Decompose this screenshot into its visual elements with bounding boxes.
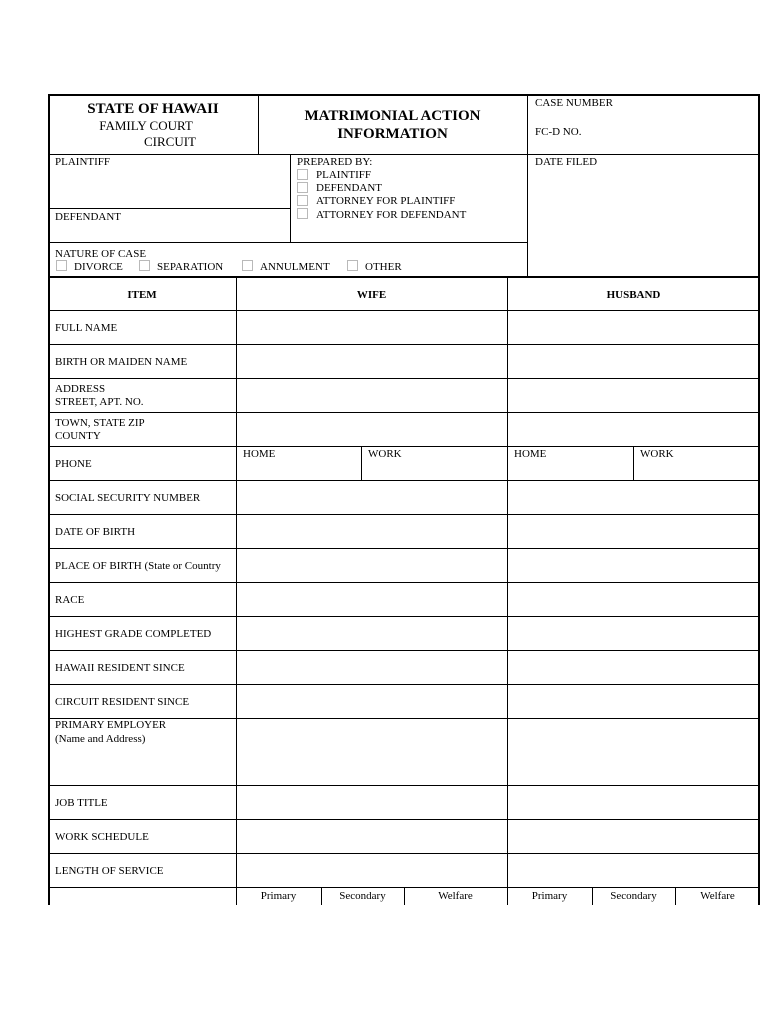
prepared-by-plaintiff-label: PLAINTIFF	[316, 169, 372, 181]
row-label-highest-grade: HIGHEST GRADE COMPLETED	[55, 628, 212, 640]
nature-annulment-label: ANNULMENT	[260, 261, 330, 273]
row-label-phone: PHONE	[55, 458, 92, 470]
row-label-primary-employer: PRIMARY EMPLOYER	[55, 719, 167, 731]
border-left	[48, 94, 50, 905]
row-label-town: TOWN, STATE ZIP	[55, 417, 145, 429]
fcd-number-label: FC-D NO.	[535, 126, 582, 138]
husband-phone-home-label: HOME	[514, 448, 547, 460]
nature-divorce-checkbox[interactable]	[56, 260, 67, 271]
prepared-by-defendant-label: DEFENDANT	[316, 182, 382, 194]
nature-annulment-checkbox[interactable]	[242, 260, 253, 271]
nature-of-case-label: NATURE OF CASE	[55, 248, 147, 260]
wife-coverage-primary-label: Primary	[260, 890, 297, 902]
wife-coverage-welfare-label: Welfare	[438, 890, 473, 902]
row-label-full-name: FULL NAME	[55, 322, 118, 334]
row-label-address-street: STREET, APT. NO.	[55, 396, 144, 408]
nature-separation-label: SEPARATION	[157, 261, 224, 273]
border-right	[758, 94, 760, 905]
form-title-line2: INFORMATION	[337, 126, 448, 142]
border-top	[48, 94, 760, 96]
prepared-by-attorney-defendant-label: ATTORNEY FOR DEFENDANT	[316, 209, 467, 221]
row-label-ssn: SOCIAL SECURITY NUMBER	[55, 492, 201, 504]
state-title: STATE OF HAWAII	[87, 101, 219, 117]
prepared-by-label: PREPARED BY:	[297, 156, 373, 168]
court-name: FAMILY COURT	[99, 118, 193, 133]
row-label-hawaii-resident: HAWAII RESIDENT SINCE	[55, 662, 185, 674]
prepared-by-attorney-plaintiff-label: ATTORNEY FOR PLAINTIFF	[316, 195, 456, 207]
row-label-length-of-service: LENGTH OF SERVICE	[55, 865, 164, 877]
defendant-label: DEFENDANT	[55, 211, 121, 223]
husband-phone-work-label: WORK	[640, 448, 674, 460]
row-label-place-of-birth: PLACE OF BIRTH (State or Country	[55, 560, 221, 572]
nature-other-checkbox[interactable]	[347, 260, 358, 271]
husband-coverage-secondary-label: Secondary	[610, 890, 657, 902]
circuit-name: CIRCUIT	[144, 134, 196, 149]
nature-divorce-label: DIVORCE	[74, 261, 123, 273]
form-frame	[48, 94, 760, 905]
row-label-circuit-resident: CIRCUIT RESIDENT SINCE	[55, 696, 190, 708]
nature-other-label: OTHER	[365, 261, 402, 273]
column-header-husband: HUSBAND	[606, 289, 661, 301]
nature-separation-checkbox[interactable]	[139, 260, 150, 271]
case-number-label: CASE NUMBER	[535, 97, 613, 109]
column-header-item: ITEM	[127, 289, 157, 301]
row-label-county: COUNTY	[55, 430, 101, 442]
row-label-job-title: JOB TITLE	[55, 797, 108, 809]
row-label-birth-maiden-name: BIRTH OR MAIDEN NAME	[55, 356, 188, 368]
date-filed-label: DATE FILED	[535, 156, 598, 168]
prepared-by-plaintiff-checkbox[interactable]	[297, 169, 308, 180]
wife-phone-work-label: WORK	[368, 448, 402, 460]
husband-coverage-welfare-label: Welfare	[700, 890, 735, 902]
prepared-by-attorney-plaintiff-checkbox[interactable]	[297, 195, 308, 206]
husband-coverage-primary-label: Primary	[531, 890, 568, 902]
wife-coverage-secondary-label: Secondary	[339, 890, 386, 902]
wife-phone-home-label: HOME	[243, 448, 276, 460]
row-label-employer-name-address: (Name and Address)	[55, 733, 146, 745]
row-label-address: ADDRESS	[55, 383, 106, 395]
prepared-by-defendant-checkbox[interactable]	[297, 182, 308, 193]
row-label-work-schedule: WORK SCHEDULE	[55, 831, 149, 843]
row-label-date-of-birth: DATE OF BIRTH	[55, 526, 136, 538]
row-label-race: RACE	[55, 594, 85, 606]
plaintiff-label: PLAINTIFF	[55, 156, 111, 168]
form-title-line1: MATRIMONIAL ACTION	[304, 108, 481, 124]
column-header-wife: WIFE	[356, 289, 387, 301]
prepared-by-attorney-defendant-checkbox[interactable]	[297, 208, 308, 219]
